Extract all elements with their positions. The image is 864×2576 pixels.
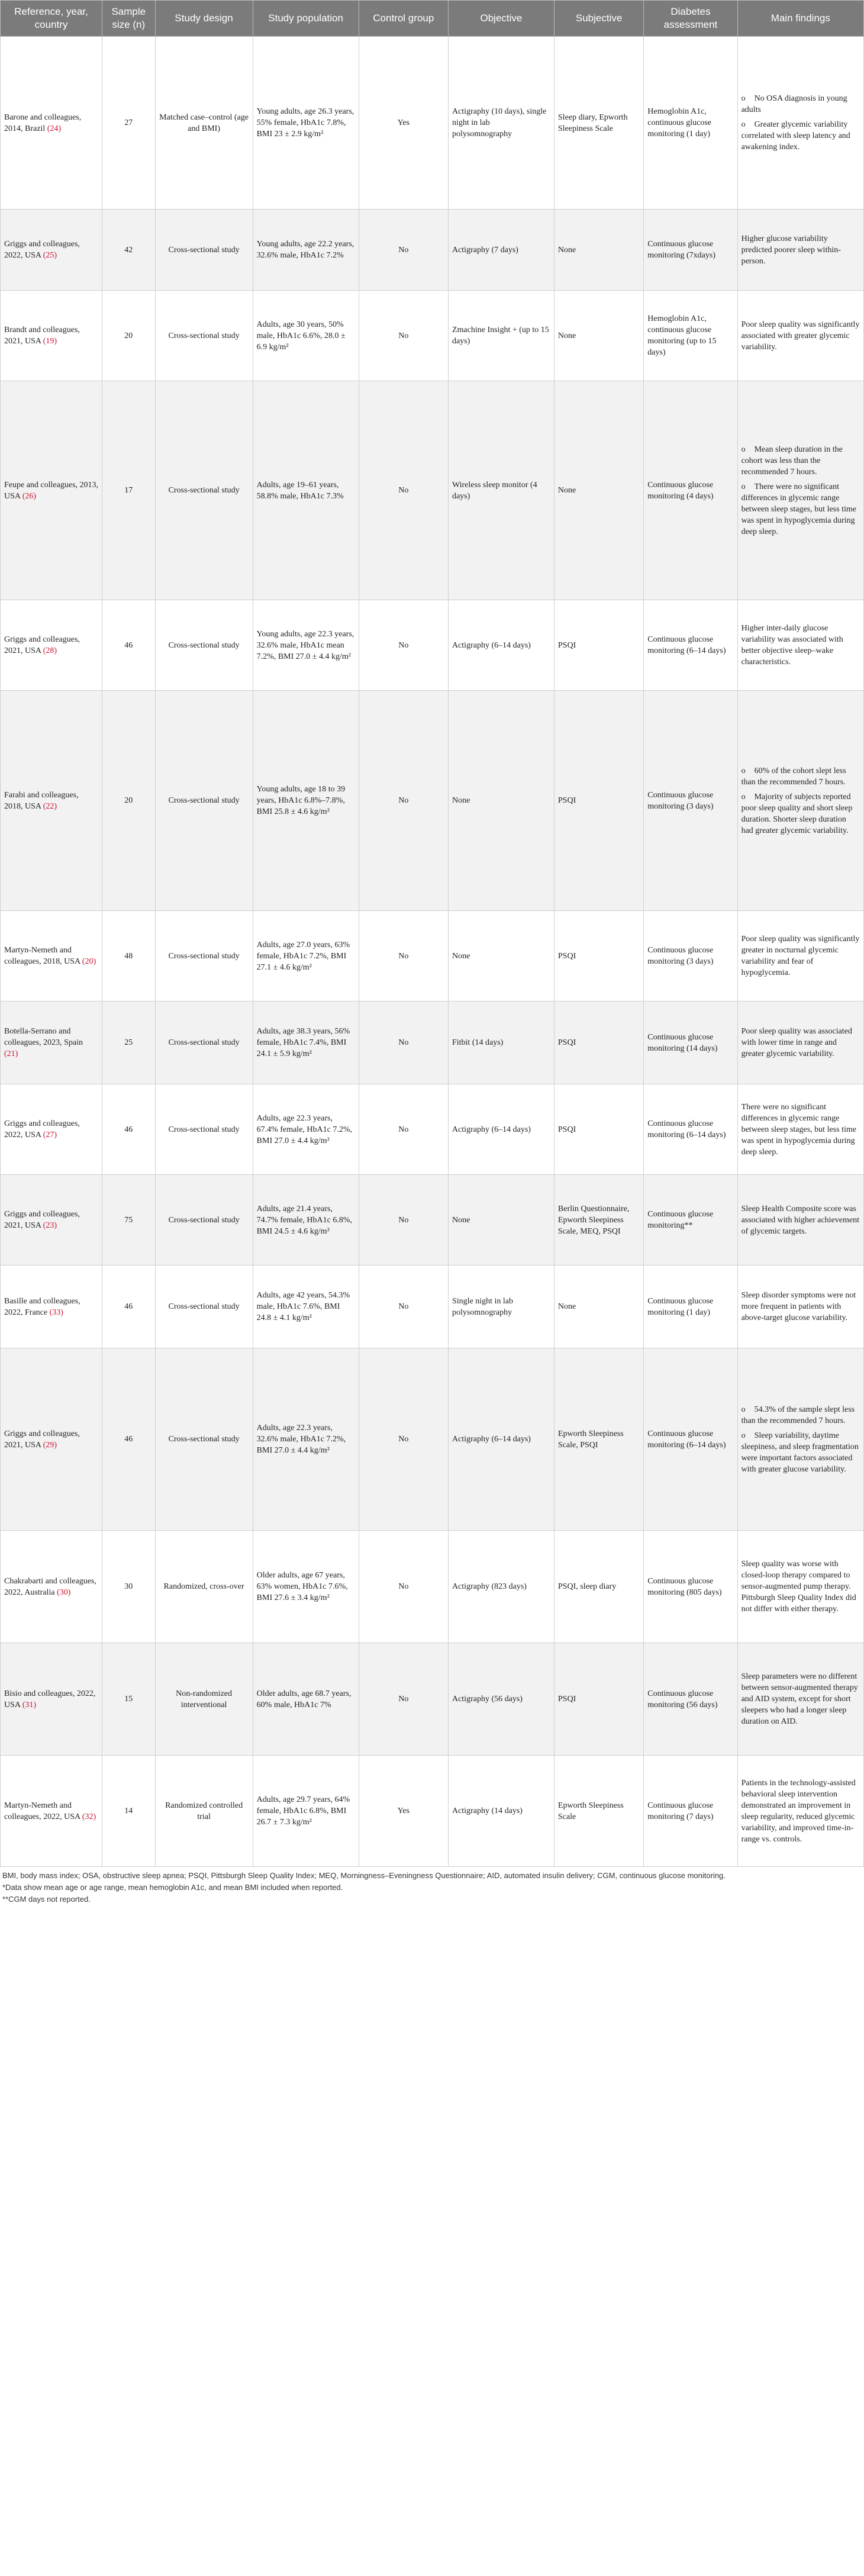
- finding-bullet-item: [742, 791, 860, 836]
- cell-reference: [1, 600, 102, 691]
- cell-study-design: Matched case–control (age and BMI): [155, 37, 253, 210]
- cell-diabetes-assessment: Continuous glucose monitoring**: [644, 1175, 737, 1266]
- cell-subjective: Epworth Sleepiness Scale, PSQI: [554, 1348, 643, 1531]
- cell-objective: Actigraphy (6–14 days): [448, 1348, 554, 1531]
- reference-text: Griggs and colleagues, 2021, USA: [4, 1210, 80, 1230]
- cell-subjective: PSQI: [554, 1643, 643, 1756]
- bullet-marker-icon: o: [741, 766, 746, 775]
- table-row: [1, 1643, 864, 1756]
- reference-citation-link[interactable]: (31): [22, 1700, 37, 1709]
- reference-text: Griggs and colleagues, 2021, USA: [4, 635, 80, 655]
- cell-study-design: Randomized, cross-over: [155, 1531, 253, 1643]
- cell-control-group: No: [359, 291, 448, 381]
- table-row: [1, 1348, 864, 1531]
- cell-sample-size: 15: [102, 1643, 155, 1756]
- cell-control-group: No: [359, 600, 448, 691]
- cell-main-findings: Sleep parameters were no different between sensor-augmented therapy and AID system, except for short sleepers who had a longer sleep duration on AID.: [737, 1643, 863, 1756]
- cell-reference: [1, 291, 102, 381]
- cell-objective: Wireless sleep monitor (4 days): [448, 381, 554, 600]
- table-row: [1, 37, 864, 210]
- table-row: [1, 1084, 864, 1175]
- finding-text: No OSA diagnosis in young adults: [741, 94, 847, 114]
- reference-citation-link[interactable]: (22): [43, 801, 57, 811]
- cell-sample-size: 48: [102, 911, 155, 1002]
- cell-reference: [1, 1266, 102, 1348]
- footnote-data-note: *Data show mean age or age range, mean hemoglobin A1c, and mean BMI included when reported.: [2, 1883, 343, 1892]
- cell-control-group: No: [359, 911, 448, 1002]
- cell-objective: Actigraphy (56 days): [448, 1643, 554, 1756]
- cell-diabetes-assessment: Hemoglobin A1c, continuous glucose monitoring (1 day): [644, 37, 737, 210]
- cell-reference: [1, 1002, 102, 1084]
- cell-sample-size: 20: [102, 291, 155, 381]
- reference-citation-link[interactable]: (25): [43, 251, 57, 260]
- cell-main-findings: Poor sleep quality was associated with lower time in range and greater glycemic variability.: [737, 1002, 863, 1084]
- cell-sample-size: 46: [102, 1348, 155, 1531]
- cell-objective: Actigraphy (6–14 days): [448, 1084, 554, 1175]
- table-body: [1, 37, 864, 1867]
- cell-control-group: No: [359, 1175, 448, 1266]
- cell-sample-size: 20: [102, 691, 155, 911]
- cell-objective: None: [448, 911, 554, 1002]
- cell-control-group: Yes: [359, 1756, 448, 1867]
- finding-bullet-item: [742, 481, 860, 537]
- reference-citation-link[interactable]: (26): [22, 491, 37, 501]
- header-reference: Reference, year, country: [1, 1, 102, 37]
- cell-study-design: Cross-sectional study: [155, 691, 253, 911]
- footnote-cgm-days: **CGM days not reported.: [2, 1895, 91, 1904]
- reference-citation-link[interactable]: (29): [43, 1440, 57, 1450]
- reference-citation-link[interactable]: (30): [57, 1588, 71, 1597]
- table-header-row: [1, 1, 864, 37]
- cell-study-design: Randomized controlled trial: [155, 1756, 253, 1867]
- cell-subjective: PSQI: [554, 600, 643, 691]
- cell-diabetes-assessment: Continuous glucose monitoring (56 days): [644, 1643, 737, 1756]
- cell-main-findings: Poor sleep quality was significantly greater in nocturnal glycemic variability and fear of hypoglycemia.: [737, 911, 863, 1002]
- cell-main-findings: Higher inter-daily glucose variability was associated with better objective sleep–wake characteristics.: [737, 600, 863, 691]
- cell-study-population: Adults, age 27.0 years, 63% female, HbA1c 7.2%, BMI 27.1 ± 4.6 kg/m²: [253, 911, 359, 1002]
- cell-diabetes-assessment: Continuous glucose monitoring (3 days): [644, 911, 737, 1002]
- cell-control-group: No: [359, 1643, 448, 1756]
- cell-study-design: Cross-sectional study: [155, 1002, 253, 1084]
- reference-text: Botella-Serrano and colleagues, 2023, Spain: [4, 1027, 83, 1047]
- cell-reference: [1, 1531, 102, 1643]
- cell-study-design: Cross-sectional study: [155, 1348, 253, 1531]
- reference-text: Chakrabarti and colleagues, 2022, Australia: [4, 1576, 96, 1597]
- cell-study-population: Young adults, age 18 to 39 years, HbA1c 6.8%–7.8%, BMI 25.8 ± 4.6 kg/m²: [253, 691, 359, 911]
- cell-subjective: PSQI: [554, 1002, 643, 1084]
- table-row: [1, 1175, 864, 1266]
- table-row: [1, 1002, 864, 1084]
- cell-main-findings: [737, 381, 863, 600]
- cell-study-population: Young adults, age 22.2 years, 32.6% male, HbA1c 7.2%: [253, 210, 359, 291]
- reference-citation-link[interactable]: (28): [43, 646, 57, 655]
- cell-objective: Single night in lab polysomnography: [448, 1266, 554, 1348]
- cell-diabetes-assessment: Continuous glucose monitoring (6–14 days): [644, 1348, 737, 1531]
- cell-subjective: None: [554, 1266, 643, 1348]
- table-row: [1, 210, 864, 291]
- cell-study-population: Adults, age 21.4 years, 74.7% female, HbA1c 6.8%, BMI 24.5 ± 4.6 kg/m²: [253, 1175, 359, 1266]
- cell-main-findings: Patients in the technology-assisted behavioral sleep intervention demonstrated an improvement in sleep regularity, reduced glycemic variability, and improved time-in-range vs. controls.: [737, 1756, 863, 1867]
- bullet-marker-icon: o: [741, 1405, 746, 1414]
- cell-subjective: PSQI, sleep diary: [554, 1531, 643, 1643]
- cell-objective: Actigraphy (10 days), single night in lab polysomnography: [448, 37, 554, 210]
- cell-study-population: Young adults, age 22.3 years, 32.6% male, HbA1c mean 7.2%, BMI 27.0 ± 4.4 kg/m²: [253, 600, 359, 691]
- reference-citation-link[interactable]: (32): [82, 1812, 96, 1821]
- cell-subjective: Sleep diary, Epworth Sleepiness Scale: [554, 37, 643, 210]
- bullet-marker-icon: o: [741, 792, 746, 801]
- reference-text: Barone and colleagues, 2014, Brazil: [4, 112, 82, 133]
- bullet-marker-icon: o: [741, 1431, 746, 1440]
- cell-control-group: No: [359, 1531, 448, 1643]
- cell-main-findings: Poor sleep quality was significantly associated with greater glycemic variability.: [737, 291, 863, 381]
- cell-sample-size: 42: [102, 210, 155, 291]
- reference-text: Griggs and colleagues, 2022, USA: [4, 240, 80, 260]
- cell-subjective: PSQI: [554, 911, 643, 1002]
- cell-study-population: Older adults, age 68.7 years, 60% male, HbA1c 7%: [253, 1643, 359, 1756]
- table-row: [1, 1756, 864, 1867]
- header-objective: Objective: [448, 1, 554, 37]
- cell-sample-size: 14: [102, 1756, 155, 1867]
- header-main-findings: Main findings: [737, 1, 863, 37]
- cell-study-design: Cross-sectional study: [155, 291, 253, 381]
- cell-study-population: Adults, age 30 years, 50% male, HbA1c 6.6%, 28.0 ± 6.9 kg/m²: [253, 291, 359, 381]
- cell-main-findings: [737, 1348, 863, 1531]
- reference-citation-link[interactable]: (21): [4, 1049, 18, 1058]
- reference-text: Feupe and colleagues, 2013, USA: [4, 480, 99, 501]
- cell-control-group: No: [359, 1002, 448, 1084]
- cell-control-group: No: [359, 210, 448, 291]
- reference-text: Bisio and colleagues, 2022, USA: [4, 1689, 96, 1709]
- reference-text: Brandt and colleagues, 2021, USA: [4, 326, 80, 346]
- cell-study-population: Adults, age 22.3 years, 67.4% female, HbA1c 7.2%, BMI 27.0 ± 4.4 kg/m²: [253, 1084, 359, 1175]
- cell-main-findings: [737, 691, 863, 911]
- cell-diabetes-assessment: Continuous glucose monitoring (805 days): [644, 1531, 737, 1643]
- table-row: [1, 291, 864, 381]
- cell-reference: [1, 1348, 102, 1531]
- header-study-population: Study population: [253, 1, 359, 37]
- cell-diabetes-assessment: Hemoglobin A1c, continuous glucose monitoring (up to 15 days): [644, 291, 737, 381]
- cell-study-population: Adults, age 29.7 years, 64% female, HbA1c 6.8%, BMI 26.7 ± 7.3 kg/m²: [253, 1756, 359, 1867]
- cell-objective: None: [448, 1175, 554, 1266]
- finding-bullet-item: [742, 1430, 860, 1475]
- cell-reference: [1, 37, 102, 210]
- bullet-marker-icon: o: [741, 120, 746, 129]
- reference-citation-link[interactable]: (23): [43, 1221, 57, 1230]
- cell-control-group: No: [359, 691, 448, 911]
- cell-study-design: Cross-sectional study: [155, 1084, 253, 1175]
- cell-reference: [1, 691, 102, 911]
- finding-text: Sleep variability, daytime sleepiness, and sleep fragmentation were important factors associated with greater glucose variability.: [741, 1431, 859, 1474]
- cell-control-group: No: [359, 1084, 448, 1175]
- table-row: [1, 1531, 864, 1643]
- footnote-abbreviations: BMI, body mass index; OSA, obstructive sleep apnea; PSQI, Pittsburgh Sleep Quality Index; MEQ, Morningness–Eveningness Questionnaire; AID, automated insulin delivery; CGM, continuous glucose monitoring.: [2, 1871, 726, 1880]
- cell-objective: Actigraphy (823 days): [448, 1531, 554, 1643]
- cell-study-design: Cross-sectional study: [155, 1175, 253, 1266]
- cell-diabetes-assessment: Continuous glucose monitoring (4 days): [644, 381, 737, 600]
- table-row: [1, 381, 864, 600]
- finding-bullet-item: [742, 119, 860, 153]
- cell-main-findings: Sleep disorder symptoms were not more frequent in patients with above-target glucose variability.: [737, 1266, 863, 1348]
- cell-main-findings: Higher glucose variability predicted poorer sleep within-person.: [737, 210, 863, 291]
- cell-main-findings: Sleep Health Composite score was associated with higher achievement of glycemic targets.: [737, 1175, 863, 1266]
- cell-diabetes-assessment: Continuous glucose monitoring (3 days): [644, 691, 737, 911]
- cell-objective: Fitbit (14 days): [448, 1002, 554, 1084]
- cell-control-group: Yes: [359, 37, 448, 210]
- cell-study-design: Cross-sectional study: [155, 381, 253, 600]
- bullet-marker-icon: o: [741, 482, 746, 491]
- header-diabetes-assessment: Diabetes assessment: [644, 1, 737, 37]
- cell-reference: [1, 1643, 102, 1756]
- finding-bullet-item: [742, 765, 860, 788]
- cell-reference: [1, 210, 102, 291]
- cell-sample-size: 25: [102, 1002, 155, 1084]
- cell-reference: [1, 381, 102, 600]
- cell-control-group: No: [359, 1266, 448, 1348]
- cell-study-design: Cross-sectional study: [155, 600, 253, 691]
- finding-text: 54.3% of the sample slept less than the recommended 7 hours.: [741, 1405, 855, 1425]
- cell-sample-size: 75: [102, 1175, 155, 1266]
- cell-subjective: None: [554, 291, 643, 381]
- cell-sample-size: 17: [102, 381, 155, 600]
- cell-sample-size: 46: [102, 1266, 155, 1348]
- reference-text: Martyn-Nemeth and colleagues, 2022, USA: [4, 1801, 80, 1821]
- finding-text: Majority of subjects reported poor sleep quality and short sleep duration. Shorter sleep duration had greater glycemic variability.: [741, 792, 853, 835]
- cell-diabetes-assessment: Continuous glucose monitoring (6–14 days): [644, 1084, 737, 1175]
- cell-study-design: Cross-sectional study: [155, 911, 253, 1002]
- cell-sample-size: 46: [102, 600, 155, 691]
- reference-citation-link[interactable]: (33): [49, 1308, 63, 1317]
- finding-bullet-item: [742, 93, 860, 115]
- cell-main-findings: [737, 37, 863, 210]
- cell-study-population: Adults, age 42 years, 54.3% male, HbA1c 7.6%, BMI 24.8 ± 4.1 kg/m²: [253, 1266, 359, 1348]
- header-study-design: Study design: [155, 1, 253, 37]
- cell-study-population: Adults, age 22.3 years, 32.6% male, HbA1c 7.2%, BMI 27.0 ± 4.4 kg/m²: [253, 1348, 359, 1531]
- cell-reference: [1, 1175, 102, 1266]
- cell-diabetes-assessment: Continuous glucose monitoring (7 days): [644, 1756, 737, 1867]
- cell-reference: [1, 911, 102, 1002]
- reference-text: Martyn-Nemeth and colleagues, 2018, USA: [4, 946, 80, 966]
- bullet-marker-icon: o: [741, 445, 746, 454]
- cell-study-design: Cross-sectional study: [155, 210, 253, 291]
- cell-study-population: Adults, age 38.3 years, 56% female, HbA1c 7.4%, BMI 24.1 ± 5.9 kg/m²: [253, 1002, 359, 1084]
- table-row: [1, 1266, 864, 1348]
- cell-subjective: PSQI: [554, 1084, 643, 1175]
- cell-sample-size: 46: [102, 1084, 155, 1175]
- cell-subjective: PSQI: [554, 691, 643, 911]
- finding-bullet-item: [742, 444, 860, 478]
- cell-study-population: Young adults, age 26.3 years, 55% female, HbA1c 7.8%, BMI 23 ± 2.9 kg/m²: [253, 37, 359, 210]
- reference-text: Farabi and colleagues, 2018, USA: [4, 790, 79, 811]
- cell-study-design: Non-randomized interventional: [155, 1643, 253, 1756]
- header-control-group: Control group: [359, 1, 448, 37]
- cell-subjective: Berlin Questionnaire, Epworth Sleepiness Scale, MEQ, PSQI: [554, 1175, 643, 1266]
- cell-objective: Zmachine Insight + (up to 15 days): [448, 291, 554, 381]
- finding-text: Mean sleep duration in the cohort was less than the recommended 7 hours.: [741, 445, 843, 476]
- reference-text: Basille and colleagues, 2022, France: [4, 1296, 80, 1317]
- cell-objective: Actigraphy (7 days): [448, 210, 554, 291]
- cell-subjective: Epworth Sleepiness Scale: [554, 1756, 643, 1867]
- cell-main-findings: There were no significant differences in glycemic range between sleep stages, but less time was spent in hypoglycemia during deep sleep.: [737, 1084, 863, 1175]
- table-row: [1, 600, 864, 691]
- bullet-marker-icon: o: [741, 94, 746, 103]
- cell-control-group: No: [359, 1348, 448, 1531]
- table-row: [1, 911, 864, 1002]
- cell-study-population: Older adults, age 67 years, 63% women, HbA1c 7.6%, BMI 27.6 ± 3.4 kg/m²: [253, 1531, 359, 1643]
- cell-subjective: None: [554, 210, 643, 291]
- cell-reference: [1, 1084, 102, 1175]
- cell-reference: [1, 1756, 102, 1867]
- cell-objective: Actigraphy (6–14 days): [448, 600, 554, 691]
- cell-diabetes-assessment: Continuous glucose monitoring (14 days): [644, 1002, 737, 1084]
- reference-citation-link[interactable]: (24): [47, 124, 62, 133]
- table-row: [1, 691, 864, 911]
- cell-subjective: None: [554, 381, 643, 600]
- table-footnotes: [0, 1867, 864, 1905]
- finding-bullet-item: [742, 1404, 860, 1427]
- finding-text: Greater glycemic variability correlated with sleep latency and awakening index.: [741, 120, 850, 152]
- finding-text: 60% of the cohort slept less than the recommended 7 hours.: [741, 766, 846, 787]
- header-subjective: Subjective: [554, 1, 643, 37]
- cell-diabetes-assessment: Continuous glucose monitoring (1 day): [644, 1266, 737, 1348]
- cell-sample-size: 27: [102, 37, 155, 210]
- cell-control-group: No: [359, 381, 448, 600]
- cell-diabetes-assessment: Continuous glucose monitoring (6–14 days): [644, 600, 737, 691]
- cell-objective: None: [448, 691, 554, 911]
- reference-citation-link[interactable]: (27): [43, 1131, 57, 1139]
- cell-sample-size: 30: [102, 1531, 155, 1643]
- reference-citation-link[interactable]: (19): [43, 337, 57, 346]
- cell-diabetes-assessment: Continuous glucose monitoring (7xdays): [644, 210, 737, 291]
- cell-study-design: Cross-sectional study: [155, 1266, 253, 1348]
- reference-citation-link[interactable]: (20): [82, 957, 96, 966]
- reference-text: Griggs and colleagues, 2022, USA: [4, 1119, 80, 1139]
- cell-main-findings: Sleep quality was worse with closed-loop therapy compared to sensor-augmented pump therapy. Pittsburgh Sleep Quality Index did not differ with either therapy.: [737, 1531, 863, 1643]
- finding-text: There were no significant differences in glycemic range between sleep stages, but less time was spent in hypoglycemia during deep sleep.: [741, 482, 856, 536]
- cell-objective: Actigraphy (14 days): [448, 1756, 554, 1867]
- reference-text: Griggs and colleagues, 2021, USA: [4, 1429, 80, 1450]
- header-sample-size: Sample size (n): [102, 1, 155, 37]
- cell-study-population: Adults, age 19–61 years, 58.8% male, HbA1c 7.3%: [253, 381, 359, 600]
